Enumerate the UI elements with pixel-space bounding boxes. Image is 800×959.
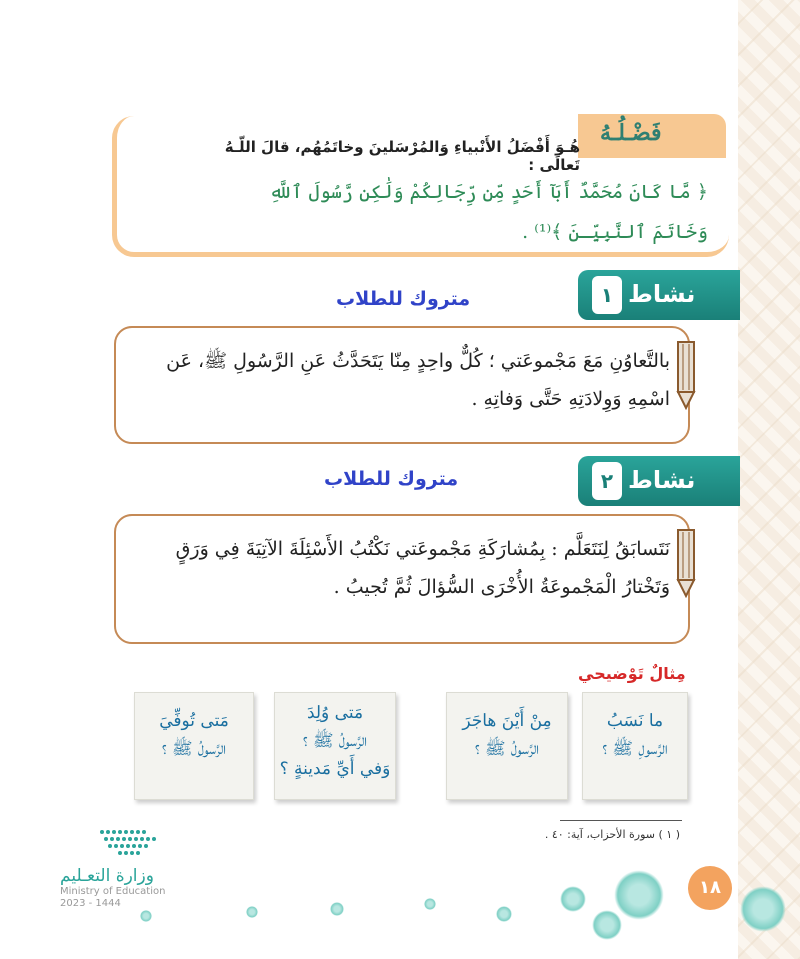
footnote: ( ١ ) سورة الأحزاب، آية: ٤٠ . [544,828,680,841]
decorative-rosette [140,910,152,922]
quran-line-2: وَخَاتَمَ ٱلنَّبِيِّـنَ ﴾⁽¹⁾ . [522,221,708,243]
pencil-icon [676,340,696,410]
decorative-rosette [614,870,664,920]
activity-2-line-1: نَتَسابَقُ لِنَتَعَلَّم : بِمُشارَكَةِ مَجْموعَتي نَكْتُبُ الأَسْئِلَةَ الآتِيَةَ فِي وَرَقٍ [175,538,670,560]
footnote-divider [560,820,682,821]
pencil-icon [676,528,696,598]
card-3-line-3: وَفي أَيِّ مَدينةٍ ؟ [279,759,391,779]
ministry-year: 2023 - 1444 [60,898,121,909]
ministry-logo-icon [98,828,160,860]
virtue-title: فَضْـلُـهُ [600,120,662,146]
activity-1-number: ١ [592,276,622,314]
question-card [134,692,254,800]
card-1-line-2: الرَّسولِ ﷺ ؟ [602,739,668,759]
ministry-name-en: Ministry of Education [60,886,166,897]
decorative-rosette [592,910,622,940]
decorative-rosette [560,886,586,912]
card-4-line-1: مَتى تُوفِّيَ [159,711,229,731]
quran-verse [140,172,708,252]
decorative-rosette [740,886,786,932]
card-2-line-1: مِنْ أَيْنَ هاجَرَ [462,711,552,731]
ministry-name-ar: وزارة التعـليم [60,866,154,886]
quran-line-1: ﴿ مَّا كَانَ مُحَمَّدٌ أَبَآ أَحَدٍ مِّن رِّجَالِكُمْ وَلَٰكِن رَّسُولَ ٱللَّهِ [269,181,708,203]
decorative-rosette [330,902,344,916]
card-4-line-2: الرَّسولُ ﷺ ؟ [161,739,227,759]
activity-2-line-2: وَتَخْتارُ الْمَجْموعَةُ الأُخْرَى السُّؤالَ ثُمَّ تُجيبُ . [333,576,670,598]
activity-2-label: نشاط [628,466,696,494]
activity-1-line-1: بالتَّعاوُنِ مَعَ مَجْموعَتي ؛ كُلٌّ واحِدٍ مِنّا يَتَحَدَّثُ عَنِ الرَّسُولِ ﷺ، عَن [166,350,670,372]
virtue-intro: هُـوَ أَفْضَلُ الأَنْبياءِ وَالمُرْسَلينَ وخاتَمُهُم، قالَ اللّـهُ تَعالَى : [224,138,580,174]
activity-2-number: ٢ [592,462,622,500]
activity-1-note: متروك للطلاب [336,288,471,310]
question-card [582,692,688,800]
example-title: مِثالٌ تَوْضيحي [578,664,686,683]
question-card [446,692,568,800]
decorative-rosette [496,906,512,922]
activity-1-line-2: اسْمِهِ وَوِلادَتِهِ حَتَّى وَفاتِهِ . [471,388,670,410]
question-card [274,692,396,800]
card-2-line-2: الرَّسولُ ﷺ ؟ [474,739,540,759]
page-number: ١٨ [688,866,732,910]
decorative-rosette [424,898,436,910]
decorative-rosette [246,906,258,918]
activity-2-text [122,530,670,606]
activity-1-label: نشاط [628,280,696,308]
card-3-line-1: مَتى وُلِدَ [306,703,364,723]
activity-2-note: متروك للطلاب [324,468,459,490]
decorative-pattern-border [738,0,800,959]
activity-1-text [122,342,670,418]
card-3-line-2: الرَّسولُ ﷺ ؟ [302,731,368,751]
card-1-line-1: ما نَسَبُ [606,711,664,731]
